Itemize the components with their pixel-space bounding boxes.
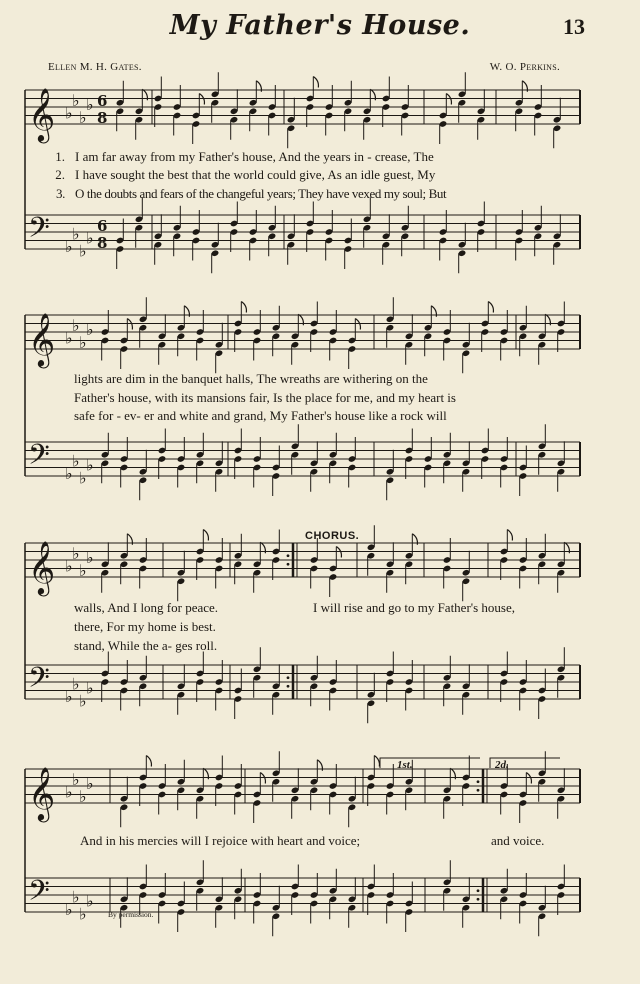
flat-sign: ♭ xyxy=(86,548,94,567)
flat-sign: ♭ xyxy=(79,241,87,261)
time-signature-treble-top: 6 xyxy=(97,92,108,110)
verse-number: 1. xyxy=(55,149,65,164)
flat-sign: ♭ xyxy=(79,468,87,488)
verse-text: O the doubts and fears of the changeful years; They have vexed my soul; But xyxy=(75,186,447,201)
note-flag xyxy=(488,302,493,313)
verse-1-line: lights are dim in the banquet halls, The wreaths are withering on the xyxy=(74,371,428,386)
chorus-line: And in his mercies will I rejoice with heart and voice; xyxy=(80,833,361,848)
time-signature-bass-top: 6 xyxy=(97,217,108,235)
repeat-dot xyxy=(287,685,290,688)
composer-credit: W. O. Perkins. xyxy=(489,61,560,73)
second-ending-label: 2d. xyxy=(495,759,509,771)
flat-sign: ♭ xyxy=(72,315,80,335)
flat-sign: ♭ xyxy=(79,107,87,127)
note-flag xyxy=(507,530,512,541)
hymn-title: My Father's House. xyxy=(169,10,471,41)
flat-sign: ♭ xyxy=(65,900,73,919)
flat-sign: ♭ xyxy=(86,95,94,114)
repeat-dot xyxy=(477,780,480,783)
first-ending-bracket xyxy=(380,758,480,768)
verse-number: 3. xyxy=(56,186,65,201)
repeat-dot xyxy=(287,563,290,566)
permission-note: By permission. xyxy=(108,910,154,919)
flat-sign: ♭ xyxy=(72,769,80,789)
flat-sign: ♭ xyxy=(86,320,94,339)
time-signature-treble-bottom: 8 xyxy=(97,109,108,127)
verse-3-line: safe for - ev- er and white and grand, My Father's house like a rock will xyxy=(74,408,447,423)
verse-1-line xyxy=(25,148,434,166)
bass-clef: 𝄢 xyxy=(28,874,50,915)
note-flag xyxy=(374,756,379,767)
page-number: 13 xyxy=(563,14,585,39)
first-ending-label: 1st. xyxy=(397,759,413,771)
note-flag xyxy=(241,302,246,313)
flat-sign: ♭ xyxy=(72,90,80,110)
flat-sign: ♭ xyxy=(72,674,80,694)
treble-clef: 𝄞 xyxy=(28,87,56,141)
chorus-text: I will rise and go to my Father's house, xyxy=(313,600,516,615)
treble-clef: 𝄞 xyxy=(28,312,56,366)
verse-3-line: stand, While the a- ges roll. xyxy=(74,638,218,653)
note-flag xyxy=(313,77,318,88)
flat-sign: ♭ xyxy=(65,103,73,123)
flat-sign: ♭ xyxy=(65,464,73,483)
note-flag xyxy=(146,756,151,767)
bass-clef: 𝄢 xyxy=(28,438,50,479)
flat-sign: ♭ xyxy=(72,451,80,471)
verse-2-line: there, For my home is best. xyxy=(74,619,216,634)
verse-2-line: Father's house, with its mansions fair, Is the place for me, and my heart is xyxy=(74,390,456,405)
flat-sign: ♭ xyxy=(79,691,87,711)
flat-sign: ♭ xyxy=(65,556,73,576)
flat-sign: ♭ xyxy=(86,455,94,475)
verse-number: 2. xyxy=(55,167,65,182)
time-signature-bass-bottom: 8 xyxy=(97,234,108,252)
lyricist-credit: Ellen M. H. Gates. xyxy=(48,61,142,73)
flat-sign: ♭ xyxy=(65,237,73,256)
repeat-dot xyxy=(287,676,290,679)
treble-clef: 𝄞 xyxy=(28,540,56,594)
repeat-dot xyxy=(477,898,480,901)
verse-text: I am far away from my Father's house, And the years in - crease, The xyxy=(75,149,434,164)
flat-sign: ♭ xyxy=(79,786,87,806)
verse-1-line: walls, And I long for peace. xyxy=(74,600,219,615)
bass-clef: 𝄢 xyxy=(28,211,50,252)
flat-sign: ♭ xyxy=(86,228,94,248)
flat-sign: ♭ xyxy=(72,224,80,244)
verse-text: I have sought the best that the world could give, As an idle guest, My xyxy=(75,167,436,182)
flat-sign: ♭ xyxy=(86,774,94,793)
note-flag xyxy=(203,530,208,541)
bass-clef: 𝄢 xyxy=(28,661,50,702)
flat-sign: ♭ xyxy=(79,904,87,924)
second-ending-text: and voice. xyxy=(491,833,545,848)
flat-sign: ♭ xyxy=(72,887,80,907)
repeat-dot xyxy=(477,789,480,792)
verse-3-line xyxy=(25,185,446,203)
flat-sign: ♭ xyxy=(79,332,87,352)
flat-sign: ♭ xyxy=(72,543,80,563)
flat-sign: ♭ xyxy=(65,687,73,706)
flat-sign: ♭ xyxy=(65,328,73,348)
flat-sign: ♭ xyxy=(79,560,87,580)
treble-clef: 𝄞 xyxy=(28,766,56,820)
flat-sign: ♭ xyxy=(86,891,94,911)
flat-sign: ♭ xyxy=(86,678,94,698)
flat-sign: ♭ xyxy=(65,782,73,802)
repeat-dot xyxy=(287,554,290,557)
verse-2-line xyxy=(25,166,435,184)
repeat-dot xyxy=(477,889,480,892)
chorus-label: CHORUS. xyxy=(305,530,360,542)
